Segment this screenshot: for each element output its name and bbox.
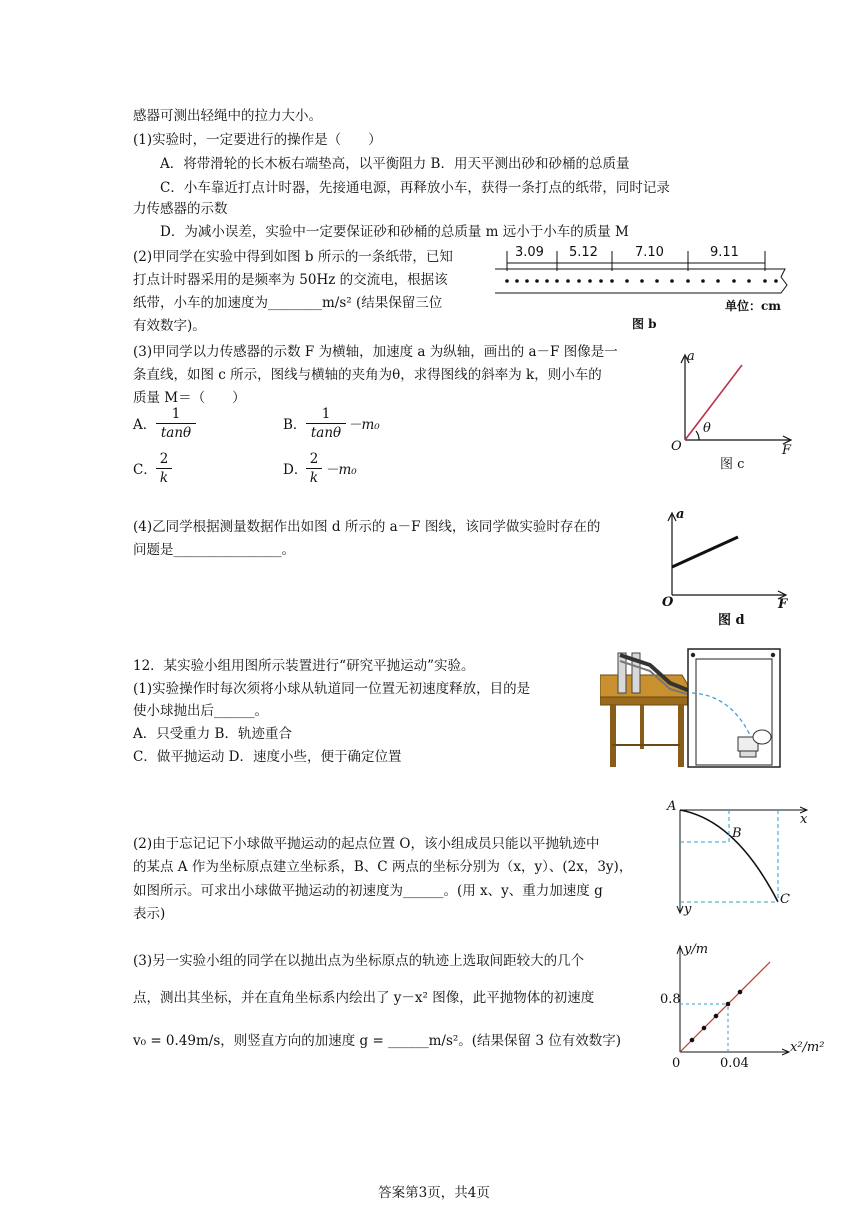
q11-p3-option-a-fraction bbox=[156, 405, 196, 442]
origin-label: 0 bbox=[672, 1056, 681, 1071]
data-point bbox=[726, 1002, 731, 1007]
x-tick-label: 0.04 bbox=[720, 1056, 749, 1071]
tape-segment-1: 3.09 bbox=[515, 245, 544, 260]
point-b-label: B bbox=[732, 826, 742, 841]
axis-a-label: a bbox=[676, 507, 685, 522]
q11-p3-option-d-fraction bbox=[306, 450, 322, 487]
apparatus-illustration bbox=[600, 645, 785, 770]
x-axis-label: x²/m² bbox=[790, 1040, 825, 1055]
trajectory-figure bbox=[666, 800, 816, 920]
q11-p3-option-b-tail: －m₀ bbox=[348, 417, 380, 433]
axis-y-label: y bbox=[684, 902, 692, 917]
q12-p1-options-ab: A．只受重力 B．轨迹重合 bbox=[133, 726, 292, 742]
q11-p3-option-c-label: C． bbox=[133, 462, 157, 478]
q11-p3-option-b-fraction bbox=[306, 405, 346, 442]
figure-d-graph bbox=[660, 505, 795, 630]
page-footer: 答案第3页，共4页 bbox=[378, 1185, 490, 1201]
q12-p2-line3: 如图所示。可求出小球做平抛运动的初速度为______。(用 x、y、重力加速度 g bbox=[133, 883, 603, 899]
fraction-numerator: 2 bbox=[156, 450, 172, 469]
axis-f-label: F bbox=[778, 597, 788, 612]
point-c-label: C bbox=[780, 892, 790, 907]
y-x2-graph bbox=[660, 940, 840, 1080]
q12-p1-line1: (1)实验操作时每次须将小球从轨道同一位置无初速度释放，目的是 bbox=[133, 681, 531, 697]
figure-d-caption: 图 d bbox=[718, 613, 745, 628]
origin-label: O bbox=[671, 439, 682, 454]
figure-c-caption: 图 c bbox=[720, 457, 745, 472]
q11-p3-option-c-fraction bbox=[156, 450, 172, 487]
q11-p3-line1: (3)甲同学以力传感器的示数 F 为横轴，加速度 a 为纵轴，画出的 a－F 图像是一 bbox=[133, 344, 618, 360]
q12-p1-options-cd: C．做平抛运动 D．速度小些，便于确定位置 bbox=[133, 749, 402, 765]
tape-segment-3: 7.10 bbox=[635, 245, 664, 260]
q12-p3-line1: (3)另一实验小组的同学在以抛出点为坐标原点的轨迹上选取间距较大的几个 bbox=[133, 953, 585, 969]
q12-p2-line1: (2)由于忘记记下小球做平抛运动的起点位置 O，该小组成员只能以平抛轨迹中 bbox=[133, 836, 600, 852]
figure-c-graph bbox=[665, 345, 800, 475]
tape-unit-label: 单位：cm bbox=[725, 299, 782, 313]
angle-theta-label: θ bbox=[703, 421, 711, 436]
data-point bbox=[690, 1038, 695, 1043]
data-point bbox=[738, 990, 743, 995]
fraction-numerator: 1 bbox=[306, 405, 346, 424]
tape-segment-4: 9.11 bbox=[710, 245, 739, 260]
q11-p1-stem: (1)实验时，一定要进行的操作是（ ） bbox=[133, 132, 382, 148]
fraction-numerator: 2 bbox=[306, 450, 322, 469]
axis-f-label: F bbox=[782, 443, 792, 458]
q12-p1-line2: 使小球抛出后______。 bbox=[133, 703, 268, 719]
q12-stem: 12．某实验小组用图所示装置进行“研究平抛运动”实验。 bbox=[133, 658, 475, 674]
y-tick-label: 0.8 bbox=[660, 992, 681, 1007]
q12-p3-line3: v₀ = 0.49m/s，则竖直方向的加速度 g = ______m/s²。(结果保留 3 位有效数字) bbox=[133, 1033, 621, 1049]
q12-p2-line2: 的某点 A 作为坐标原点建立坐标系，B、C 两点的坐标分别为（x，y）、(2x，3y)， bbox=[133, 859, 633, 875]
fraction-denominator: k bbox=[159, 470, 169, 486]
origin-label: O bbox=[662, 595, 674, 610]
q11-p3-line3: 质量 M＝（ ） bbox=[133, 390, 246, 406]
y-axis-label: y/m bbox=[684, 942, 709, 957]
fraction-denominator: tanθ bbox=[160, 425, 192, 441]
q11-p3-option-d-tail: －m₀ bbox=[325, 462, 357, 478]
fraction-numerator: 1 bbox=[156, 405, 196, 424]
q11-p2-line2: 打点计时器采用的是频率为 50Hz 的交流电，根据该 bbox=[133, 272, 448, 288]
data-point bbox=[702, 1026, 707, 1031]
q11-p2-line3: 纸带，小车的加速度为________m/s² (结果保留三位 bbox=[133, 295, 443, 311]
figure-b-caption: 图 b bbox=[632, 317, 657, 331]
data-point bbox=[714, 1014, 719, 1019]
axis-x-label: x bbox=[800, 812, 808, 827]
q12-p2-line4: 表示) bbox=[133, 906, 166, 922]
figure-b-paper-tape bbox=[495, 243, 795, 335]
point-a-label: A bbox=[667, 799, 677, 814]
graph-d-line bbox=[672, 537, 738, 567]
q12-p3-line2: 点，测出其坐标，并在直角坐标系内绘出了 y－x² 图像，此平抛物体的初速度 bbox=[133, 990, 595, 1006]
q11-p1-option-c-cont: 力传感器的示数 bbox=[133, 201, 228, 217]
q11-p3-option-a-label: A． bbox=[133, 417, 157, 433]
q11-p1-option-d: D．为减小误差，实验中一定要保证砂和砂桶的总质量 m 远小于小车的质量 M bbox=[160, 224, 629, 240]
q11-intro-tail: 感器可测出轻绳中的拉力大小。 bbox=[133, 108, 322, 124]
q11-p3-option-d-label: D． bbox=[283, 462, 308, 478]
q11-p1-option-c: C．小车靠近打点计时器，先接通电源，再释放小车，获得一条打点的纸带，同时记录 bbox=[160, 180, 670, 196]
graph-c-line bbox=[685, 365, 742, 440]
axis-a-label: a bbox=[687, 349, 695, 364]
q11-p4-line1: (4)乙同学根据测量数据作出如图 d 所示的 a－F 图线，该同学做实验时存在的 bbox=[133, 519, 601, 535]
q11-p4-line2: 问题是________________。 bbox=[133, 542, 295, 558]
fraction-denominator: tanθ bbox=[310, 425, 342, 441]
tape-segment-2: 5.12 bbox=[569, 245, 598, 260]
fraction-denominator: k bbox=[309, 470, 319, 486]
q11-p3-line2: 条直线，如图 c 所示，图线与横轴的夹角为θ，求得图线的斜率为 k，则小车的 bbox=[133, 367, 602, 383]
q11-p3-option-b-label: B． bbox=[283, 417, 307, 433]
q11-p2-line1: (2)甲同学在实验中得到如图 b 所示的一条纸带，已知 bbox=[133, 249, 453, 265]
q11-p2-line4: 有效数字)。 bbox=[133, 318, 206, 334]
q11-p1-option-a-b: A．将带滑轮的长木板右端垫高，以平衡阻力 B．用天平测出砂和砂桶的总质量 bbox=[160, 156, 630, 172]
